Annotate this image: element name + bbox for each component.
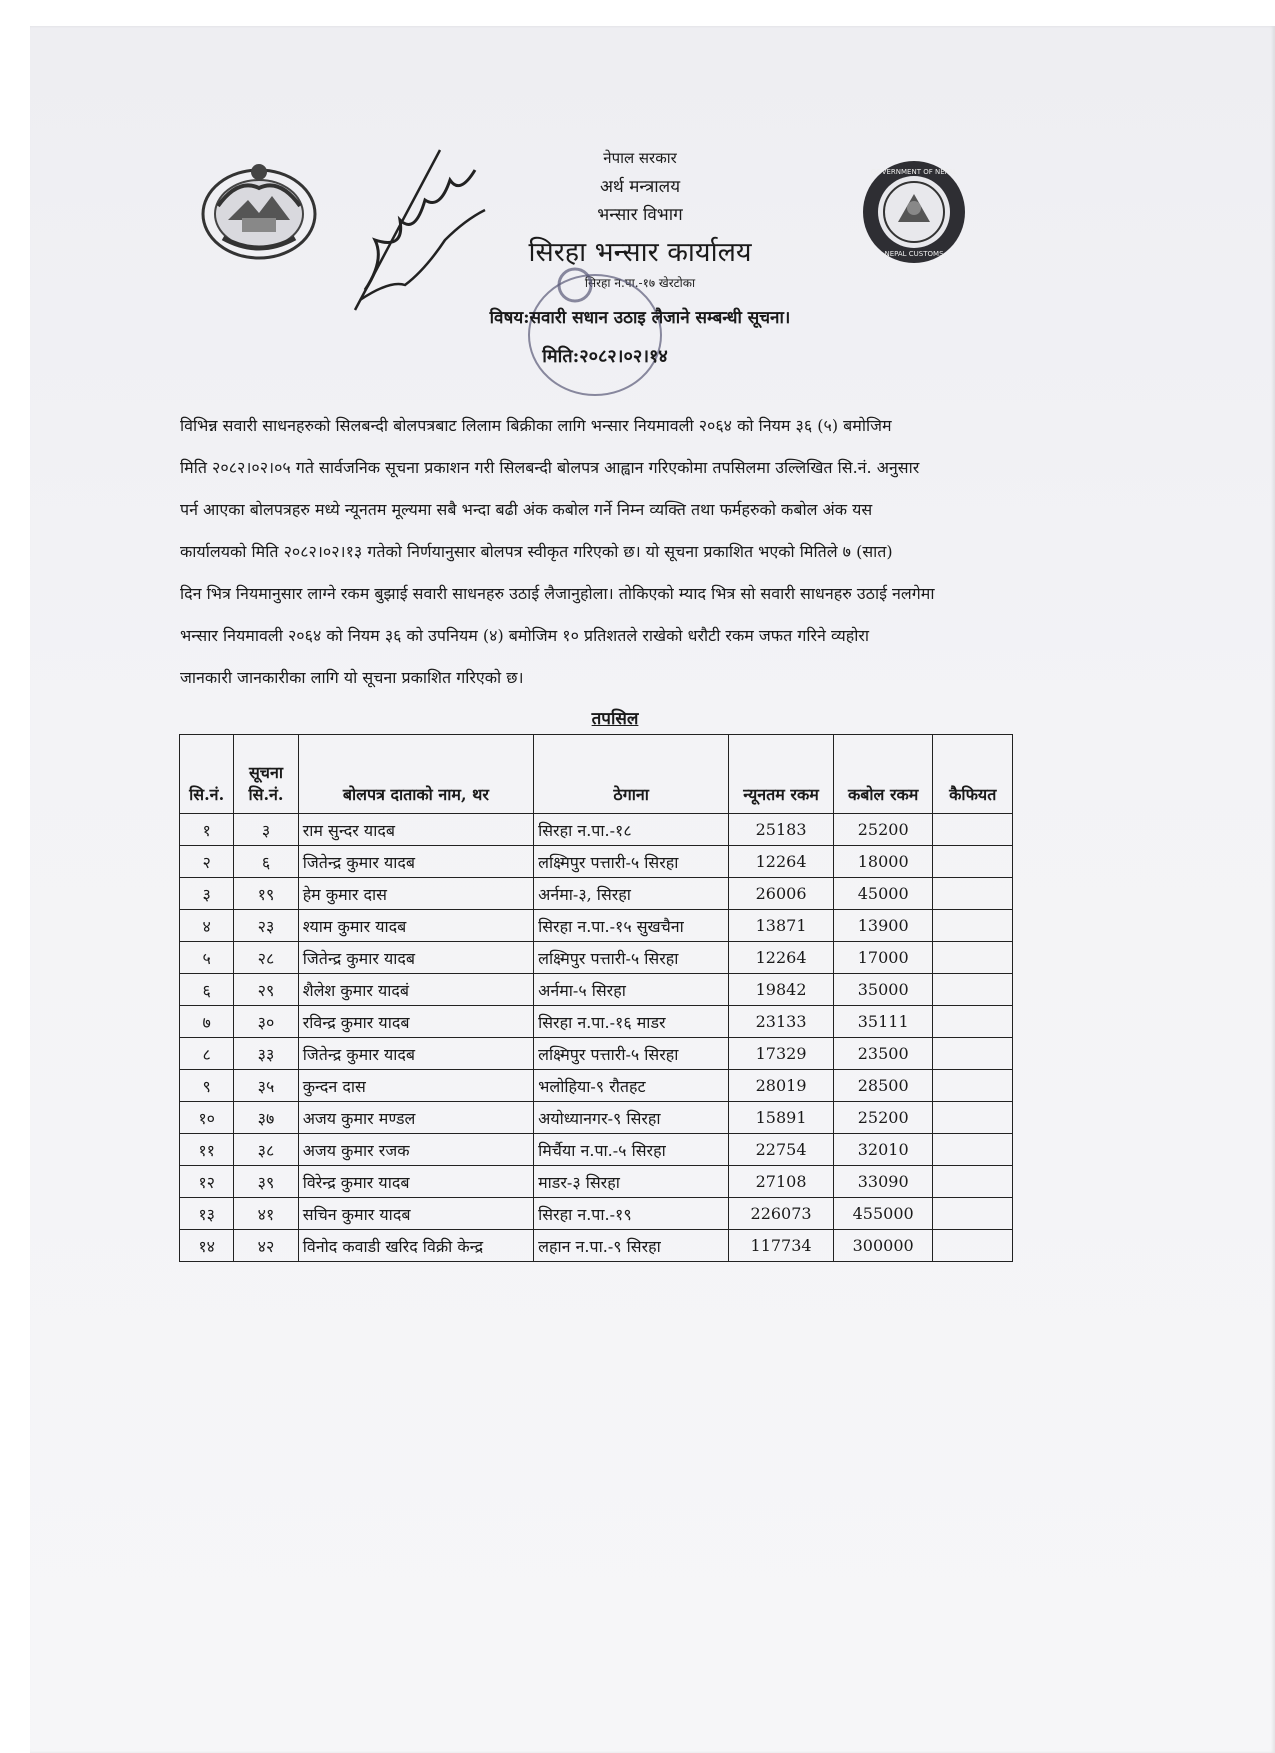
cell-remarks [933, 1198, 1013, 1230]
cell-bidder-name: विनोद कवाडी खरिद विक्री केन्द्र [298, 1230, 533, 1262]
body-line-7: जानकारी जानकारीका लागि यो सूचना प्रकाशित गरिएको छ। [180, 668, 524, 687]
body-line-6: भन्सार नियमावली २०६४ को नियम ३६ को उपनियम (४) बमोजिम १० प्रतिशतले राखेको धरौटी रकम जफत गरिने व्यहोरा [180, 626, 870, 645]
cell-bidder-name: विरेन्द्र कुमार यादब [298, 1166, 533, 1198]
cell-address: भलोहिया-९ रौतहट [534, 1070, 729, 1102]
table-body [180, 814, 1013, 1262]
bidders-table [179, 734, 1013, 1262]
cell-bidder-name: जितेन्द्र कुमार यादब [298, 846, 533, 878]
notice-date: मिति:२०८२।०२।१४ [542, 346, 668, 367]
cell-remarks [933, 1166, 1013, 1198]
cell-remarks [933, 1070, 1013, 1102]
cell-address: सिरहा न.पा.-१९ [534, 1198, 729, 1230]
cell-notice-serial: २९ [234, 974, 298, 1006]
cell-bidder-name: शैलेश कुमार यादबं [298, 974, 533, 1006]
cell-serial: १ [180, 814, 234, 846]
header-address: ठेगाना [534, 735, 729, 814]
body-line-2: मिति २०८२।०२।०५ गते सार्वजनिक सूचना प्रकाशन गरी सिलबन्दी बोलपत्र आह्वान गरिएकोमा तपसिलमा उल्लिखित सि.नं. अनुसार [180, 458, 920, 477]
cell-remarks [933, 910, 1013, 942]
table-row [180, 1230, 1013, 1262]
cell-minimum-amount: 226073 [729, 1198, 834, 1230]
cell-bidder-name: अजय कुमार रजक [298, 1134, 533, 1166]
cell-notice-serial: १९ [234, 878, 298, 910]
cell-minimum-amount: 19842 [729, 974, 834, 1006]
cell-serial: ४ [180, 910, 234, 942]
cell-minimum-amount: 22754 [729, 1134, 834, 1166]
cell-minimum-amount: 27108 [729, 1166, 834, 1198]
cell-remarks [933, 846, 1013, 878]
table-row [180, 814, 1013, 846]
cell-notice-serial: ६ [234, 846, 298, 878]
cell-minimum-amount: 28019 [729, 1070, 834, 1102]
cell-bidder-name: कुन्दन दास [298, 1070, 533, 1102]
cell-remarks [933, 1038, 1013, 1070]
table-row [180, 974, 1013, 1006]
cell-serial: ९ [180, 1070, 234, 1102]
cell-address: लक्ष्मिपुर पत्तारी-५ सिरहा [534, 1038, 729, 1070]
cell-notice-serial: २८ [234, 942, 298, 974]
cell-bid-amount: 23500 [833, 1038, 933, 1070]
cell-bid-amount: 45000 [833, 878, 933, 910]
cell-serial: ६ [180, 974, 234, 1006]
cell-bidder-name: अजय कुमार मण्डल [298, 1102, 533, 1134]
body-line-5: दिन भित्र नियमानुसार लाग्ने रकम बुझाई सवारी साधनहरु उठाई लैजानुहोला। तोकिएको म्याद भित्र सो सवारी साधनहरु उठाई नलगेमा [180, 584, 935, 603]
cell-minimum-amount: 17329 [729, 1038, 834, 1070]
cell-bidder-name: राम सुन्दर यादब [298, 814, 533, 846]
cell-minimum-amount: 15891 [729, 1102, 834, 1134]
cell-notice-serial: २३ [234, 910, 298, 942]
cell-remarks [933, 1134, 1013, 1166]
office-stamp [520, 255, 670, 405]
table-row [180, 878, 1013, 910]
cell-bidder-name: सचिन कुमार यादब [298, 1198, 533, 1230]
cell-bid-amount: 300000 [833, 1230, 933, 1262]
cell-serial: ५ [180, 942, 234, 974]
cell-serial: ८ [180, 1038, 234, 1070]
header-government: नेपाल सरकार [603, 149, 677, 167]
cell-address: सिरहा न.पा.-१८ [534, 814, 729, 846]
cell-notice-serial: ३७ [234, 1102, 298, 1134]
cell-minimum-amount: 13871 [729, 910, 834, 942]
header-minimum-amount: न्यूनतम रकम [729, 735, 834, 814]
cell-address: अर्नमा-५ सिरहा [534, 974, 729, 1006]
cell-serial: ७ [180, 1006, 234, 1038]
table-row [180, 1038, 1013, 1070]
cell-minimum-amount: 12264 [729, 846, 834, 878]
cell-remarks [933, 814, 1013, 846]
cell-address: माडर-३ सिरहा [534, 1166, 729, 1198]
cell-serial: १३ [180, 1198, 234, 1230]
cell-remarks [933, 878, 1013, 910]
table-row [180, 1006, 1013, 1038]
cell-notice-serial: ४१ [234, 1198, 298, 1230]
cell-minimum-amount: 25183 [729, 814, 834, 846]
header-serial: सि.नं. [180, 735, 234, 814]
cell-serial: २ [180, 846, 234, 878]
cell-serial: ११ [180, 1134, 234, 1166]
cell-minimum-amount: 26006 [729, 878, 834, 910]
header-remarks: कैफियत [933, 735, 1013, 814]
header-office-name: सिरहा भन्सार कार्यालय [528, 237, 752, 268]
cell-bid-amount: 28500 [833, 1070, 933, 1102]
cell-bidder-name: हेम कुमार दास [298, 878, 533, 910]
cell-address: लक्ष्मिपुर पत्तारी-५ सिरहा [534, 942, 729, 974]
seal-ring-top-text: GOVERNMENT OF NEPAL [870, 168, 958, 176]
header-ministry: अर्थ मन्त्रालय [599, 177, 681, 197]
cell-notice-serial: ३५ [234, 1070, 298, 1102]
cell-minimum-amount: 117734 [729, 1230, 834, 1262]
cell-minimum-amount: 12264 [729, 942, 834, 974]
customs-seal-emblem [860, 158, 968, 266]
cell-notice-serial: ३ [234, 814, 298, 846]
cell-serial: १४ [180, 1230, 234, 1262]
table-row [180, 1134, 1013, 1166]
body-line-3: पर्न आएका बोलपत्रहरु मध्ये न्यूनतम मूल्यमा सबै भन्दा बढी अंक कबोल गर्ने निम्न व्यक्ति तथा फर्महरुको कबोल अंक यस [180, 500, 873, 519]
cell-bid-amount: 18000 [833, 846, 933, 878]
table-row [180, 1166, 1013, 1198]
table-row [180, 910, 1013, 942]
header-notice-serial: सूचना सि.नं. [234, 735, 298, 814]
table-title: तपसिल [591, 709, 639, 729]
body-line-4: कार्यालयको मिति २०८२।०२।१३ गतेको निर्णयानुसार बोलपत्र स्वीकृत गरिएको छ। यो सूचना प्रकाशित भएको मितिले ७ (सात) [180, 542, 893, 561]
cell-remarks [933, 942, 1013, 974]
cell-address: अर्नमा-३, सिरहा [534, 878, 729, 910]
header-bid-amount: कबोल रकम [833, 735, 933, 814]
cell-bid-amount: 32010 [833, 1134, 933, 1166]
cell-minimum-amount: 23133 [729, 1006, 834, 1038]
cell-notice-serial: ४२ [234, 1230, 298, 1262]
cell-remarks [933, 974, 1013, 1006]
cell-remarks [933, 1006, 1013, 1038]
cell-bid-amount: 25200 [833, 1102, 933, 1134]
header-department: भन्सार विभाग [597, 205, 683, 225]
table-row [180, 1070, 1013, 1102]
cell-notice-serial: ३८ [234, 1134, 298, 1166]
cell-bid-amount: 455000 [833, 1198, 933, 1230]
table-row [180, 846, 1013, 878]
table-row [180, 1198, 1013, 1230]
seal-ring-bottom-text: NEPAL CUSTOMS [884, 250, 944, 258]
cell-remarks [933, 1230, 1013, 1262]
subject-line: विषय:सवारी सधान उठाइ लैजाने सम्बन्धी सूचना। [489, 308, 791, 328]
table-row [180, 942, 1013, 974]
cell-address: सिरहा न.पा.-१५ सुखचैना [534, 910, 729, 942]
cell-bid-amount: 13900 [833, 910, 933, 942]
cell-notice-serial: ३० [234, 1006, 298, 1038]
cell-bidder-name: श्याम कुमार यादब [298, 910, 533, 942]
header-bidder-name: बोलपत्र दाताको नाम, थर [298, 735, 533, 814]
cell-address: सिरहा न.पा.-१६ माडर [534, 1006, 729, 1038]
cell-address: लक्ष्मिपुर पत्तारी-५ सिरहा [534, 846, 729, 878]
cell-serial: १२ [180, 1166, 234, 1198]
cell-notice-serial: ३९ [234, 1166, 298, 1198]
cell-bidder-name: रविन्द्र कुमार यादब [298, 1006, 533, 1038]
cell-serial: ३ [180, 878, 234, 910]
cell-address: अयोध्यानगर-९ सिरहा [534, 1102, 729, 1134]
table-row [180, 1102, 1013, 1134]
cell-notice-serial: ३३ [234, 1038, 298, 1070]
cell-bid-amount: 17000 [833, 942, 933, 974]
cell-bid-amount: 25200 [833, 814, 933, 846]
body-line-1: विभिन्न सवारी साधनहरुको सिलबन्दी बोलपत्रबाट लिलाम बिक्रीका लागि भन्सार नियमावली २०६४ को नियम ३६ (५) बमोजिम [180, 416, 892, 435]
coat-of-arms-emblem [198, 158, 320, 262]
cell-remarks [933, 1102, 1013, 1134]
cell-bidder-name: जितेन्द्र कुमार यादब [298, 1038, 533, 1070]
cell-bid-amount: 35111 [833, 1006, 933, 1038]
header-address: सिरहा न.पा.-१७ खेरटोका [584, 276, 696, 290]
cell-address: मिर्चैया न.पा.-५ सिरहा [534, 1134, 729, 1166]
table-header-row [180, 735, 1013, 814]
cell-bid-amount: 35000 [833, 974, 933, 1006]
cell-address: लहान न.पा.-९ सिरहा [534, 1230, 729, 1262]
cell-bidder-name: जितेन्द्र कुमार यादब [298, 942, 533, 974]
cell-serial: १० [180, 1102, 234, 1134]
handwritten-signature [345, 140, 495, 330]
cell-bid-amount: 33090 [833, 1166, 933, 1198]
